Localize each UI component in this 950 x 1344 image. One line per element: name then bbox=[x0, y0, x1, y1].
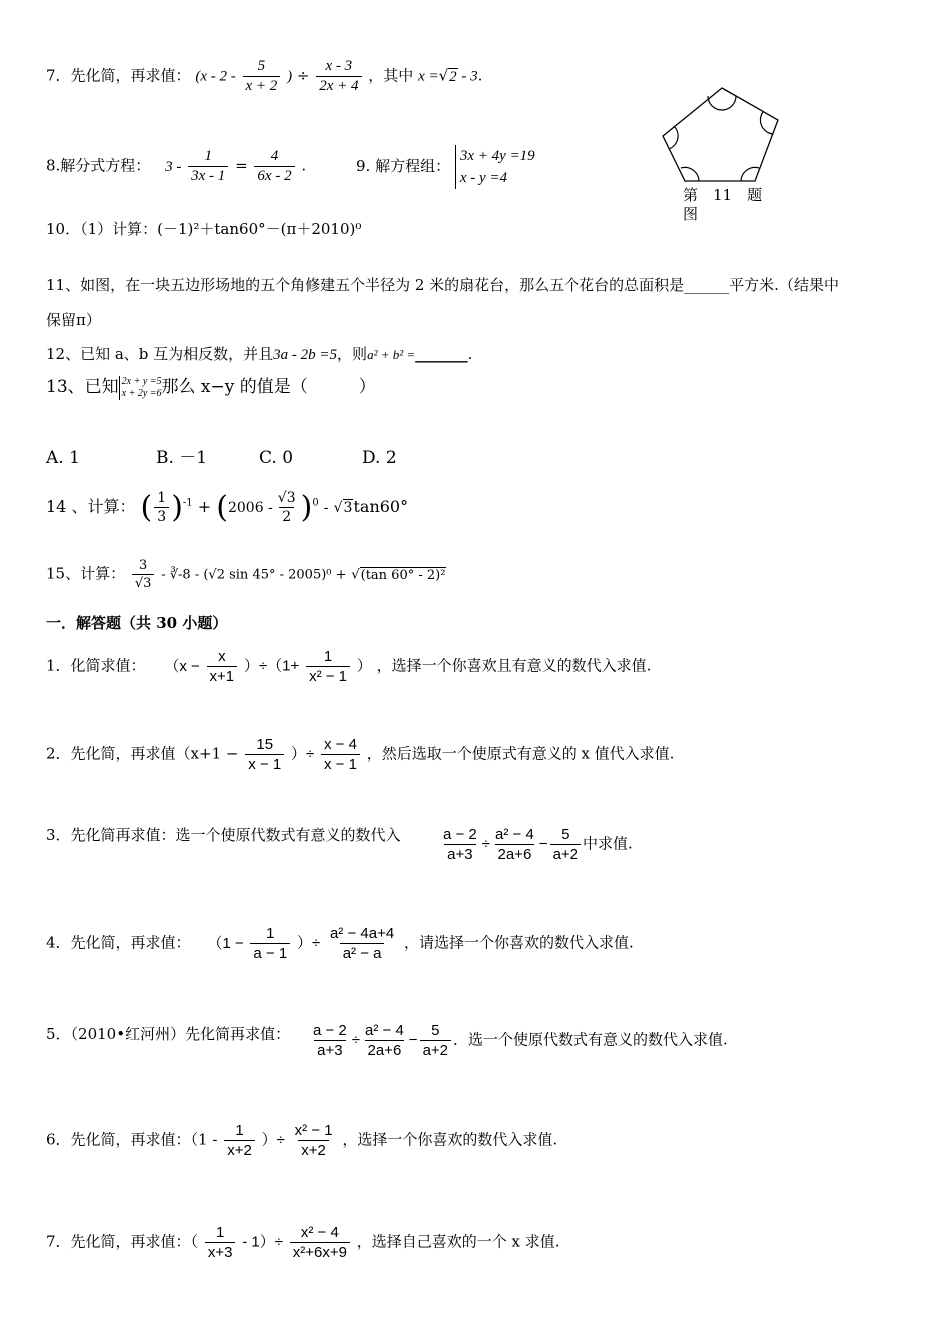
p7-label: 7．先化简，再求值：（ bbox=[46, 1232, 199, 1251]
q7-label: 7．先化简，再求值： bbox=[46, 66, 191, 85]
p4-open: （1 − bbox=[207, 934, 244, 952]
p3-fraction-3 bbox=[550, 826, 581, 863]
problem-4 bbox=[46, 925, 634, 962]
p7-f2-num: x² − 4 bbox=[300, 1224, 339, 1241]
paren-close-icon: ) bbox=[300, 490, 313, 525]
p5-f2-num: a² − 4 bbox=[365, 1022, 404, 1039]
question-14 bbox=[46, 490, 408, 525]
p1-f1-den: x+1 bbox=[207, 666, 238, 685]
question-9 bbox=[356, 145, 535, 189]
p6-f1-num: 1 bbox=[235, 1122, 244, 1139]
q7-sqrt-arg: 2 bbox=[449, 68, 457, 85]
p1-f2-den: x² − 1 bbox=[306, 666, 350, 685]
p3-text: 中求值. bbox=[583, 834, 633, 853]
p3-label: 3．先化简再求值：选一个使原代数式有意义的数代入 bbox=[46, 826, 401, 844]
q8-f2-num: 4 bbox=[270, 148, 279, 164]
paren-close-icon: ) bbox=[171, 490, 183, 525]
problem-1 bbox=[46, 648, 651, 685]
p4-label: 4．先化简，再求值： bbox=[46, 933, 191, 952]
q12-cond: 3a - 2b =5 bbox=[273, 347, 338, 363]
p1-text: ，选择一个你喜欢且有意义的数代入求值. bbox=[376, 656, 652, 675]
problem-5-label bbox=[46, 1023, 290, 1044]
question-13 bbox=[46, 372, 376, 400]
q14-p1-num: 1 bbox=[157, 490, 167, 506]
p1-f2-num: 1 bbox=[323, 648, 333, 665]
p1-close: ） bbox=[356, 657, 372, 675]
q8-f1-num: 1 bbox=[204, 148, 212, 164]
q7-f1-den: x + 2 bbox=[243, 76, 281, 95]
q15-label: 15、计算： bbox=[46, 564, 126, 583]
q14-p2-exp: 0 bbox=[312, 497, 319, 509]
p6-f2-den: x+2 bbox=[298, 1140, 329, 1159]
q8-eq: = bbox=[235, 156, 248, 175]
problem-5-expr bbox=[308, 1022, 728, 1059]
p3-f2-num: a² − 4 bbox=[495, 826, 534, 843]
p4-f2-num: a² − 4a+4 bbox=[329, 925, 395, 942]
q8-label: 8.解分式方程： bbox=[46, 156, 151, 175]
p1-fraction-2 bbox=[306, 648, 350, 685]
sector-right bbox=[760, 112, 773, 134]
p2-fraction-2 bbox=[321, 736, 360, 773]
q8-period: . bbox=[301, 156, 307, 175]
q7-fraction-2 bbox=[316, 58, 361, 95]
q12-blank[interactable]: _______ bbox=[415, 345, 468, 363]
q9-system bbox=[455, 145, 535, 189]
q7-period: . bbox=[477, 66, 483, 85]
q9-line1: 3x + 4y =19 bbox=[459, 148, 535, 164]
q15-fraction bbox=[132, 558, 155, 591]
p7-text: ，选择自己喜欢的一个 x 求值. bbox=[356, 1232, 560, 1251]
question-11-line1 bbox=[46, 274, 839, 295]
p7-mid: - 1）÷ bbox=[242, 1233, 283, 1251]
q15-sqrt-inner: (tan 60° - 2)² bbox=[360, 567, 446, 583]
paren-open-icon: ( bbox=[140, 490, 153, 525]
p2-label: 2．先化简，再求值（x+1 − bbox=[46, 744, 239, 763]
p5-f3-num: 5 bbox=[431, 1022, 440, 1039]
q12-period: . bbox=[467, 345, 473, 363]
p5-div: ÷ bbox=[351, 1031, 361, 1049]
p2-text: ，然后选取一个使原式有意义的 x 值代入求值. bbox=[366, 744, 675, 763]
q14-p2-num: √3 bbox=[277, 490, 296, 506]
q8-fraction-2 bbox=[254, 148, 294, 185]
p6-label: 6．先化简，再求值：（1 - bbox=[46, 1130, 218, 1149]
q14-p1-exp: -1 bbox=[182, 497, 193, 509]
problem-7 bbox=[46, 1224, 560, 1261]
q7-f2-num: x - 3 bbox=[325, 58, 353, 74]
q14-fraction-1 bbox=[154, 490, 169, 525]
section-title: 一．解答题（共 30 小题） bbox=[46, 614, 228, 632]
p5-f1-den: a+3 bbox=[314, 1040, 345, 1059]
p4-f2-den: a² − a bbox=[340, 943, 385, 962]
q14-plus: + bbox=[197, 497, 212, 516]
q8-lead: 3 - bbox=[165, 158, 182, 175]
p4-text: ，请选择一个你喜欢的数代入求值. bbox=[403, 933, 634, 952]
p2-mid: ）÷ bbox=[290, 745, 315, 763]
p4-f1-num: 1 bbox=[266, 925, 275, 942]
paren-open-icon: ( bbox=[216, 490, 228, 525]
q10-label: 10．（1）计算： bbox=[46, 220, 158, 238]
q7-f2-den: 2x + 4 bbox=[316, 76, 361, 95]
p3-f2-den: 2a+6 bbox=[495, 844, 535, 863]
q12-text2: ，则 bbox=[337, 345, 368, 363]
question-12 bbox=[46, 343, 472, 364]
option-c[interactable]: C. 0 bbox=[259, 448, 294, 468]
figure-caption-line2: 图 bbox=[683, 205, 699, 223]
p5-fraction-1 bbox=[310, 1022, 350, 1059]
p7-f1-den: x+3 bbox=[205, 1242, 236, 1261]
q7-fraction-1 bbox=[243, 58, 281, 95]
sqrt-icon: √ bbox=[438, 66, 449, 85]
problem-2 bbox=[46, 736, 674, 773]
p2-fraction-1 bbox=[245, 736, 284, 773]
p5-f1-num: a − 2 bbox=[313, 1022, 347, 1039]
p5-fraction-2 bbox=[362, 1022, 407, 1059]
q13-sys2: x + 2y =6 bbox=[121, 387, 162, 399]
p1-mid: ）÷（1+ bbox=[243, 657, 300, 675]
p6-f2-num: x² − 1 bbox=[294, 1122, 333, 1139]
sector-top bbox=[708, 96, 736, 110]
p4-f1-den: a − 1 bbox=[250, 943, 290, 962]
p5-f3-den: a+2 bbox=[420, 1040, 451, 1059]
p3-f1-num: a − 2 bbox=[443, 826, 477, 843]
p5-text: ．选一个使原代数式有意义的数代入求值. bbox=[453, 1030, 728, 1049]
p1-fraction-1 bbox=[207, 648, 238, 685]
pentagon-figure bbox=[660, 86, 785, 186]
p3-div: ÷ bbox=[481, 835, 491, 853]
q9-label: 9. 解方程组： bbox=[356, 157, 451, 175]
q12-text1: 12、已知 a、b 互为相反数，并且 bbox=[46, 345, 274, 363]
question-7-top bbox=[46, 58, 482, 95]
q8-f2-den: 6x - 2 bbox=[254, 166, 294, 185]
sqrt-icon: √ bbox=[333, 500, 343, 516]
p7-f1-num: 1 bbox=[215, 1224, 225, 1241]
p7-fraction-1 bbox=[205, 1224, 236, 1261]
option-a[interactable]: A. 1 bbox=[46, 448, 80, 468]
p7-fraction-2 bbox=[290, 1224, 350, 1261]
p1-label: 1．化简求值： bbox=[46, 656, 146, 675]
p1-f1-num: x bbox=[218, 648, 226, 665]
q11-text1: 11、如图，在一块五边形场地的五个角修建五个半径为 2 米的扇花台，那么五个花台的总面积是 bbox=[46, 276, 685, 294]
q15-expr: - ∛-8 - (√2 sin 45° - 2005)⁰ + bbox=[161, 567, 347, 583]
q7-f1-num: 5 bbox=[257, 58, 266, 74]
q13-system bbox=[119, 376, 162, 400]
q15-f-den: √3 bbox=[132, 574, 155, 591]
q9-line2: x - y =4 bbox=[459, 170, 508, 186]
p4-fraction-1 bbox=[250, 925, 290, 962]
q12-expr: a² + b² = bbox=[367, 347, 416, 362]
p3-fraction-1 bbox=[440, 826, 480, 863]
problem-3-expr bbox=[438, 826, 633, 863]
p3-f1-den: a+3 bbox=[444, 844, 475, 863]
p3-fraction-2 bbox=[492, 826, 537, 863]
question-11-line2 bbox=[46, 309, 101, 330]
figure-caption-line1: 第 11 题 bbox=[683, 186, 763, 204]
q11-text3: 保留π） bbox=[46, 311, 101, 329]
q14-p2-lead: 2006 - bbox=[227, 500, 273, 516]
question-15 bbox=[46, 558, 446, 591]
q7-x-eq: x = bbox=[418, 68, 439, 85]
q14-p2-den: 2 bbox=[279, 507, 294, 525]
p6-fraction-2 bbox=[292, 1122, 336, 1159]
p2-f1-den: x − 1 bbox=[245, 754, 284, 773]
p5-fraction-3 bbox=[420, 1022, 451, 1059]
q14-sqrt3: 3 bbox=[343, 500, 353, 516]
figure-caption bbox=[683, 186, 762, 224]
p6-f1-den: x+2 bbox=[224, 1140, 255, 1159]
q14-fraction-2 bbox=[275, 490, 299, 525]
p3-f3-den: a+2 bbox=[550, 844, 581, 863]
p3-f3-num: 5 bbox=[561, 826, 570, 843]
p2-f2-den: x − 1 bbox=[321, 754, 360, 773]
q10-expr: (－1)²＋tan60°－(π＋2010)⁰ bbox=[157, 220, 362, 238]
problem-3-label bbox=[46, 824, 401, 845]
pentagon-outline bbox=[663, 88, 778, 181]
q14-tail: tan60° bbox=[353, 497, 409, 516]
q13-text: 那么 x−y 的值是（ ） bbox=[161, 377, 376, 397]
p6-text: ，选择一个你喜欢的数代入求值. bbox=[342, 1130, 558, 1149]
p4-mid: ）÷ bbox=[296, 934, 321, 952]
p1-open: （x − bbox=[164, 657, 200, 675]
problem-6 bbox=[46, 1122, 557, 1159]
sqrt-icon: √ bbox=[351, 567, 360, 583]
p7-f2-den: x²+6x+9 bbox=[290, 1242, 350, 1261]
q8-f1-den: 3x - 1 bbox=[188, 166, 228, 185]
p5-f2-den: 2a+6 bbox=[365, 1040, 405, 1059]
q7-expr-left: (x - 2 - bbox=[195, 68, 236, 85]
p6-fraction-1 bbox=[224, 1122, 255, 1159]
option-d[interactable]: D. 2 bbox=[362, 448, 397, 468]
q14-minus: - bbox=[323, 500, 329, 516]
q8-fraction-1 bbox=[188, 148, 228, 185]
p5-label: 5．（2010•红河州）先化简再求值： bbox=[46, 1025, 291, 1043]
q14-label: 14 、计算： bbox=[46, 497, 136, 516]
q11-text2: 平方米.（结果中 bbox=[729, 276, 839, 294]
p5-minus: − bbox=[408, 1031, 418, 1049]
q15-f-num: 3 bbox=[139, 558, 148, 573]
q7-where: ，其中 bbox=[368, 66, 414, 85]
q7-rest: - 3 bbox=[457, 68, 478, 85]
q11-blank[interactable]: ______ bbox=[684, 276, 730, 294]
p6-mid: ）÷ bbox=[261, 1131, 285, 1149]
q13-sys1: 2x + y =5 bbox=[121, 375, 162, 387]
question-8 bbox=[46, 148, 306, 185]
p4-fraction-2 bbox=[327, 925, 397, 962]
q7-close: ) bbox=[287, 68, 293, 85]
p2-f1-num: 15 bbox=[256, 736, 274, 753]
question-10 bbox=[46, 218, 361, 239]
option-b[interactable]: B. －1 bbox=[156, 448, 208, 468]
p2-f2-num: x − 4 bbox=[323, 736, 357, 753]
q7-div: ÷ bbox=[296, 66, 310, 85]
p3-minus: − bbox=[538, 835, 548, 853]
q14-p1-den: 3 bbox=[154, 507, 169, 525]
q13-label: 13、已知 bbox=[46, 377, 119, 397]
question-13-options bbox=[46, 443, 397, 468]
